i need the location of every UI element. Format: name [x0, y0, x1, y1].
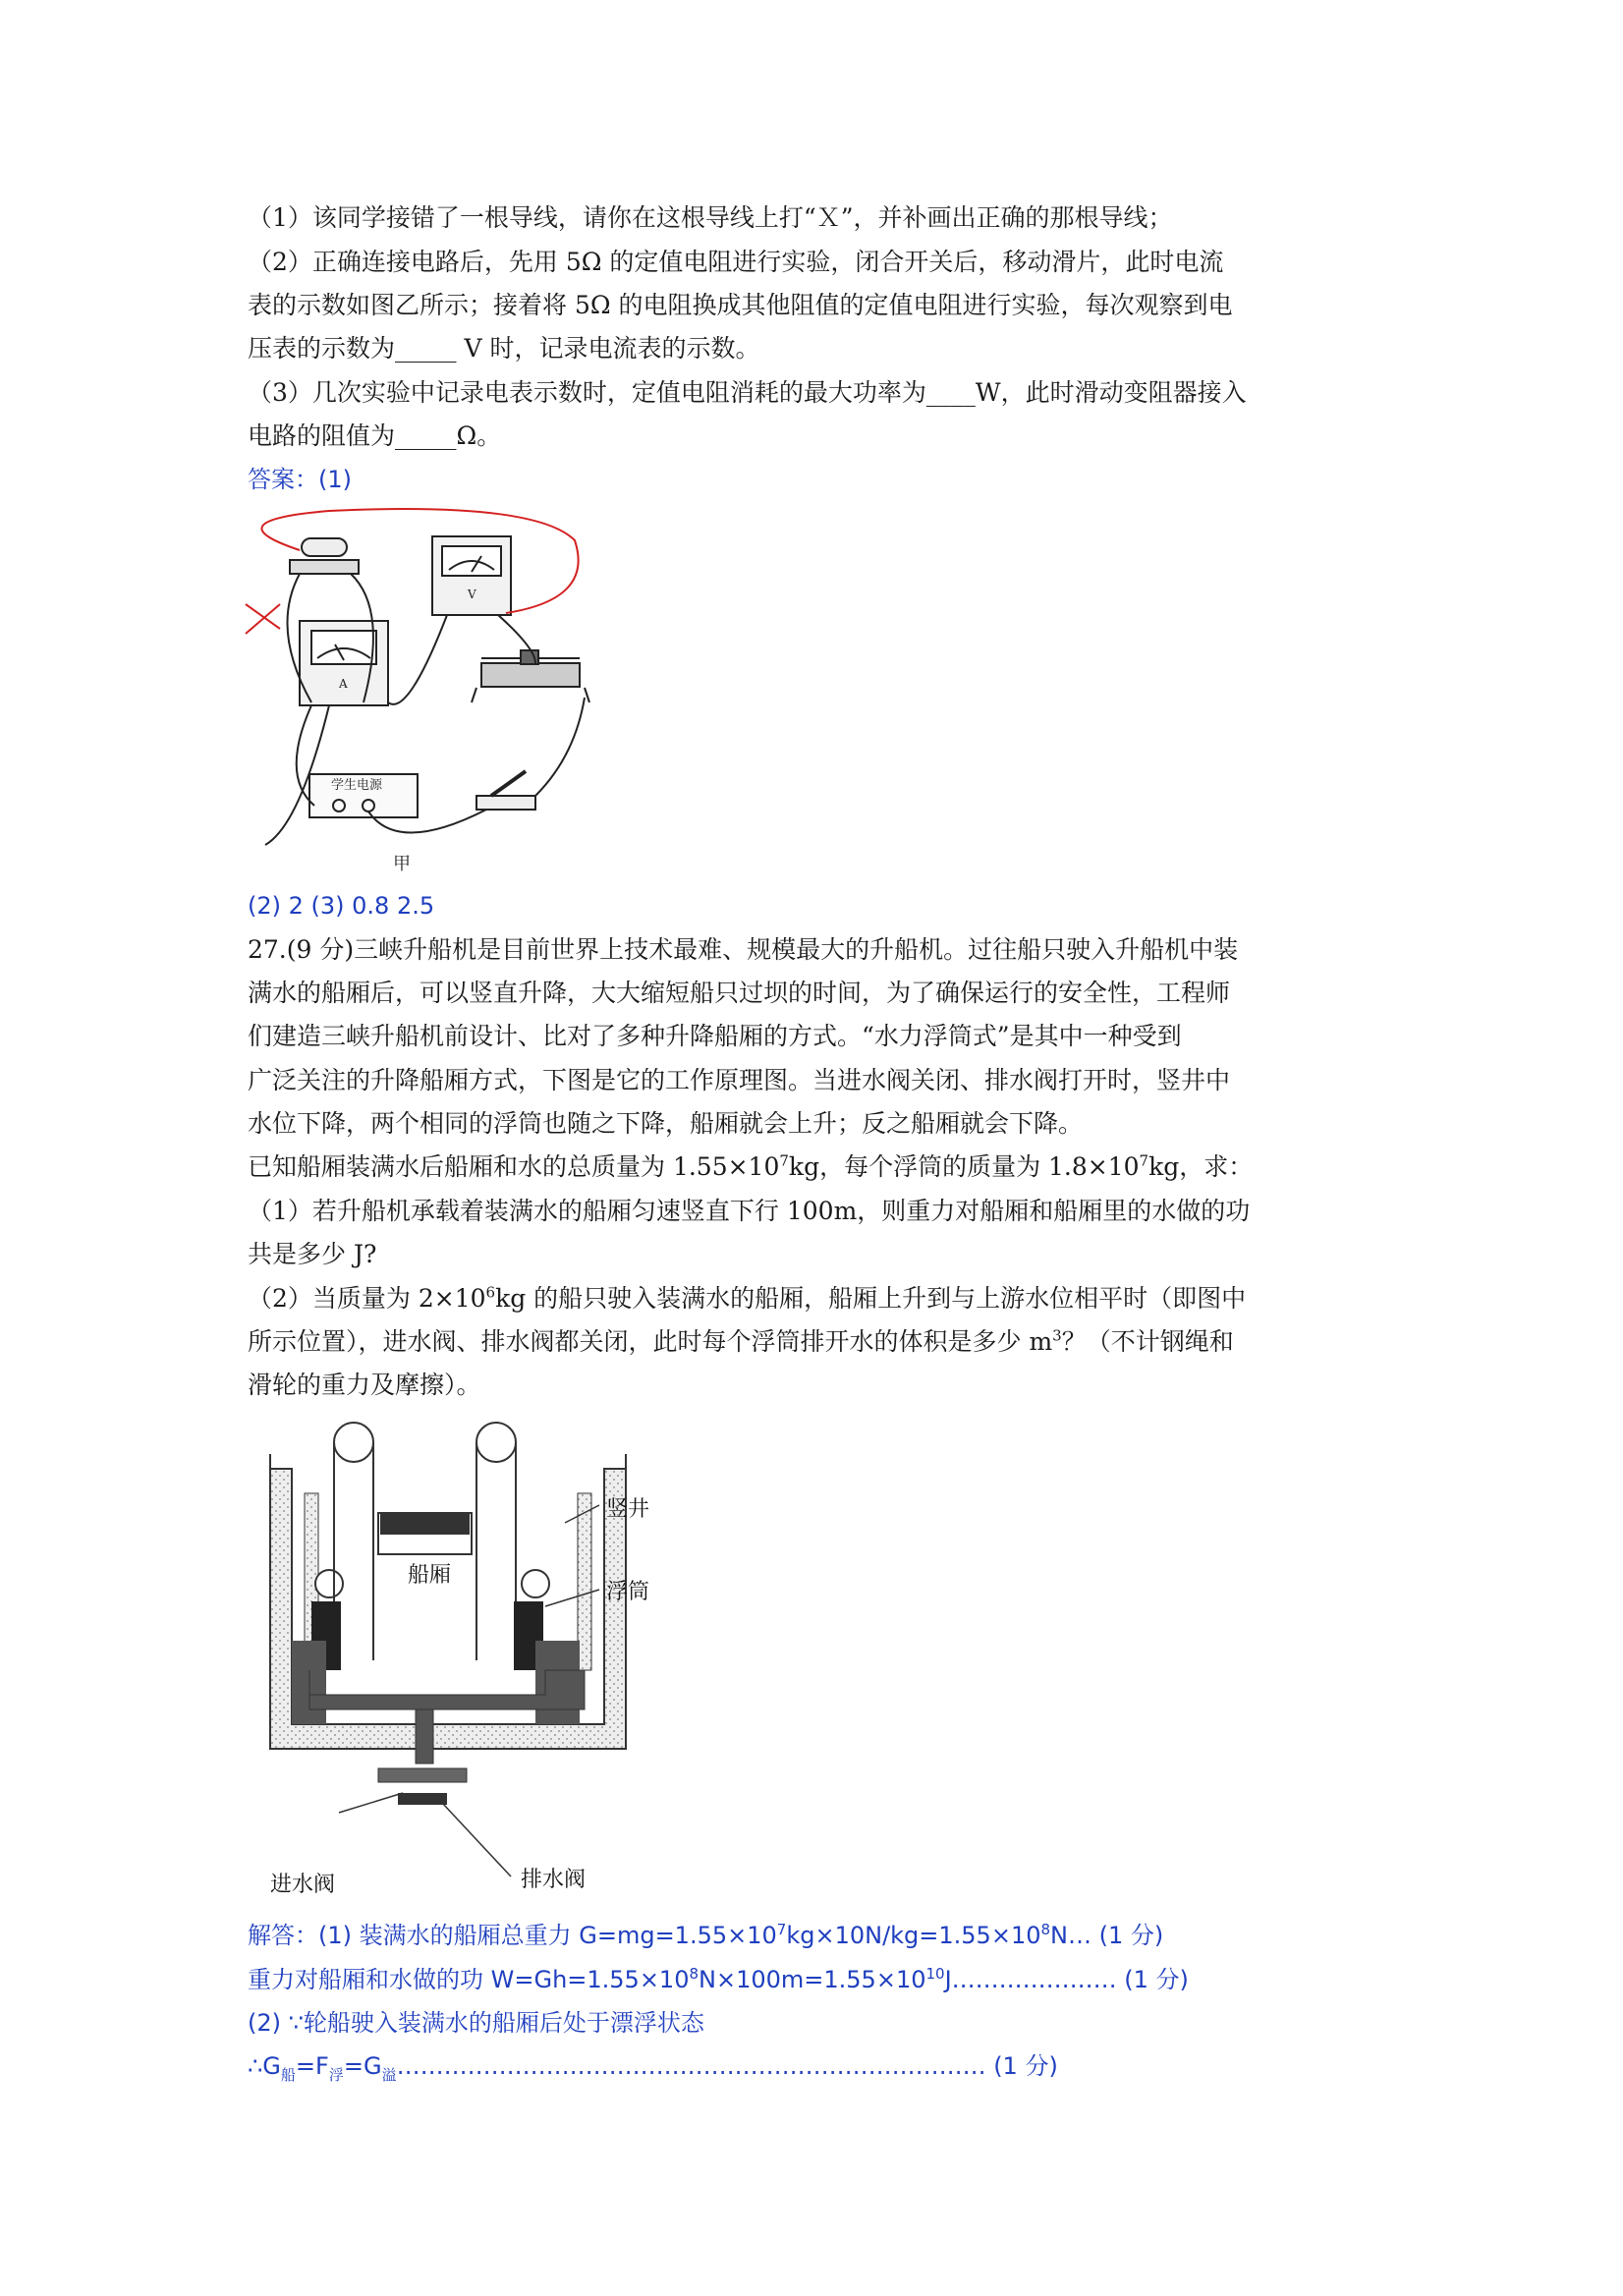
- ammeter: [300, 621, 388, 705]
- q26-line-2: （2）正确连接电路后，先用 5Ω 的定值电阻进行实验，闭合开关后，移动滑片，此时电流: [248, 248, 1224, 276]
- answer-label: 答案：(1): [248, 466, 352, 493]
- wrong-wire-mark-icon: [246, 604, 280, 634]
- solution-line-1: 解答：(1) 装满水的船厢总重力 $G=mg=1.55\times 10^7kg\times 10N/kg=1.55\times 10^8N\dots$ (1 分): [248, 1921, 1164, 1949]
- q27-para-1: 27.(9 分)三峡升船机是目前世界上技术最难、规模最大的升船机。过往船只驶入升船机中装: [248, 935, 1239, 964]
- q26-line-1: （1）该同学接错了一根导线，请你在这根导线上打“Ｘ”，并补画出正确的那根导线；: [248, 203, 1173, 232]
- q26-line-3: 表的示数如图乙所示；接着将 5Ω 的电阻换成其他阻值的定值电阻进行实验，每次观察到电: [248, 291, 1233, 319]
- power-supply: [309, 774, 418, 817]
- ammeter-letter: A: [339, 677, 348, 691]
- q27-q1-line-1: （1）若升船机承载着装满水的船厢匀速竖直下行 100m，则重力对船厢和船厢里的水做的功: [248, 1197, 1251, 1225]
- inlet-valve: [378, 1768, 467, 1782]
- wire: [388, 615, 447, 704]
- outlet-valve: [398, 1793, 447, 1805]
- label-outlet: 排水阀: [521, 1868, 587, 1892]
- pulley-float-left: [315, 1570, 343, 1597]
- voltmeter-letter: V: [468, 588, 476, 601]
- power-supply-label: 学生电源: [331, 778, 383, 793]
- solution-line-3: (2) ∵轮船驶入装满水的船厢后处于漂浮状态: [248, 2009, 704, 2037]
- q27-q1-line-2: 共是多少 J?: [248, 1240, 377, 1268]
- figure-caption: 甲: [393, 854, 411, 874]
- q27-para-5: 水位下降，两个相同的浮筒也随之下降，船厢就会上升；反之船厢就会下降。: [248, 1109, 1084, 1138]
- cabin-water: [380, 1513, 470, 1535]
- q27-q2-line-3: 滑轮的重力及摩擦）。: [248, 1371, 481, 1399]
- resistor-base: [290, 560, 359, 574]
- label-float: 浮筒: [606, 1580, 650, 1604]
- q26-line-5: （3）几次实验中记录电表示数时，定值电阻消耗的最大功率为____W，此时滑动变阻器接入: [248, 378, 1247, 407]
- label-cabin: 船厢: [408, 1563, 452, 1588]
- wire: [535, 698, 585, 796]
- pulley-float-right: [522, 1570, 549, 1597]
- switch: [476, 771, 535, 810]
- circuit-diagram: [241, 501, 614, 884]
- q27-q2-line-1: （2）当质量为 $2\times 10^6kg$ 的船只驶入装满水的船厢，船厢上升到与上游水位相平时（即图中: [248, 1283, 1247, 1313]
- inner-wall-right: [578, 1493, 591, 1670]
- rheostat: [472, 650, 589, 702]
- q26-answers: (2) 2 (3) 0.8 2.5: [248, 892, 435, 920]
- q27-q2-line-2: 所示位置），进水阀、排水阀都关闭，此时每个浮筒排开水的体积是多少 $m^3$？（不计钢绳和: [248, 1326, 1234, 1356]
- q26-line-6: 电路的阻值为_____Ω。: [248, 421, 502, 450]
- q26-line-4: 压表的示数为_____ V 时，记录电流表的示数。: [248, 334, 760, 363]
- label-shaft: 竖井: [606, 1497, 650, 1522]
- ship-lift-diagram: [251, 1415, 663, 1906]
- q27-para-2: 满水的船厢后，可以竖直升降，大大缩短船只过坝的时间，为了确保运行的安全性，工程师: [248, 979, 1231, 1007]
- pulley-left: [334, 1423, 373, 1462]
- solution-line-2: 重力对船厢和水做的功 $W=Gh=1.55\times 10^8N\times 100m=1.55\times 10^{10}J\dots\dots\dots\dots\dots\dots\dots$ (1 分): [248, 1965, 1189, 1993]
- fixed-resistor: [302, 538, 347, 556]
- q27-given: 已知船厢装满水后船厢和水的总质量为 $1.55\times 10^7kg$，每个浮筒的质量为 $1.8\times 10^7kg$，求：: [248, 1151, 1254, 1181]
- q27-para-3: 们建造三峡升船机前设计、比对了多种升降船厢的方式。“水力浮筒式”是其中一种受到: [248, 1022, 1182, 1050]
- label-inlet: 进水阀: [270, 1873, 336, 1897]
- q27-para-4: 广泛关注的升降船厢方式，下图是它的工作原理图。当进水阀关闭、排水阀打开时，竖井中: [248, 1066, 1231, 1094]
- pulley-right: [476, 1423, 516, 1462]
- solution-line-4: $\therefore G_船=F_浮=G_溢\dots\dots\dots\dots\dots\dots\dots\dots\dots\dots\dots\dots\dots\dots\dots\dots\dots\dots\dots\dots\dots\dots\dots\dots\dots$ (1 分): [248, 2052, 1058, 2084]
- voltmeter: [432, 536, 511, 615]
